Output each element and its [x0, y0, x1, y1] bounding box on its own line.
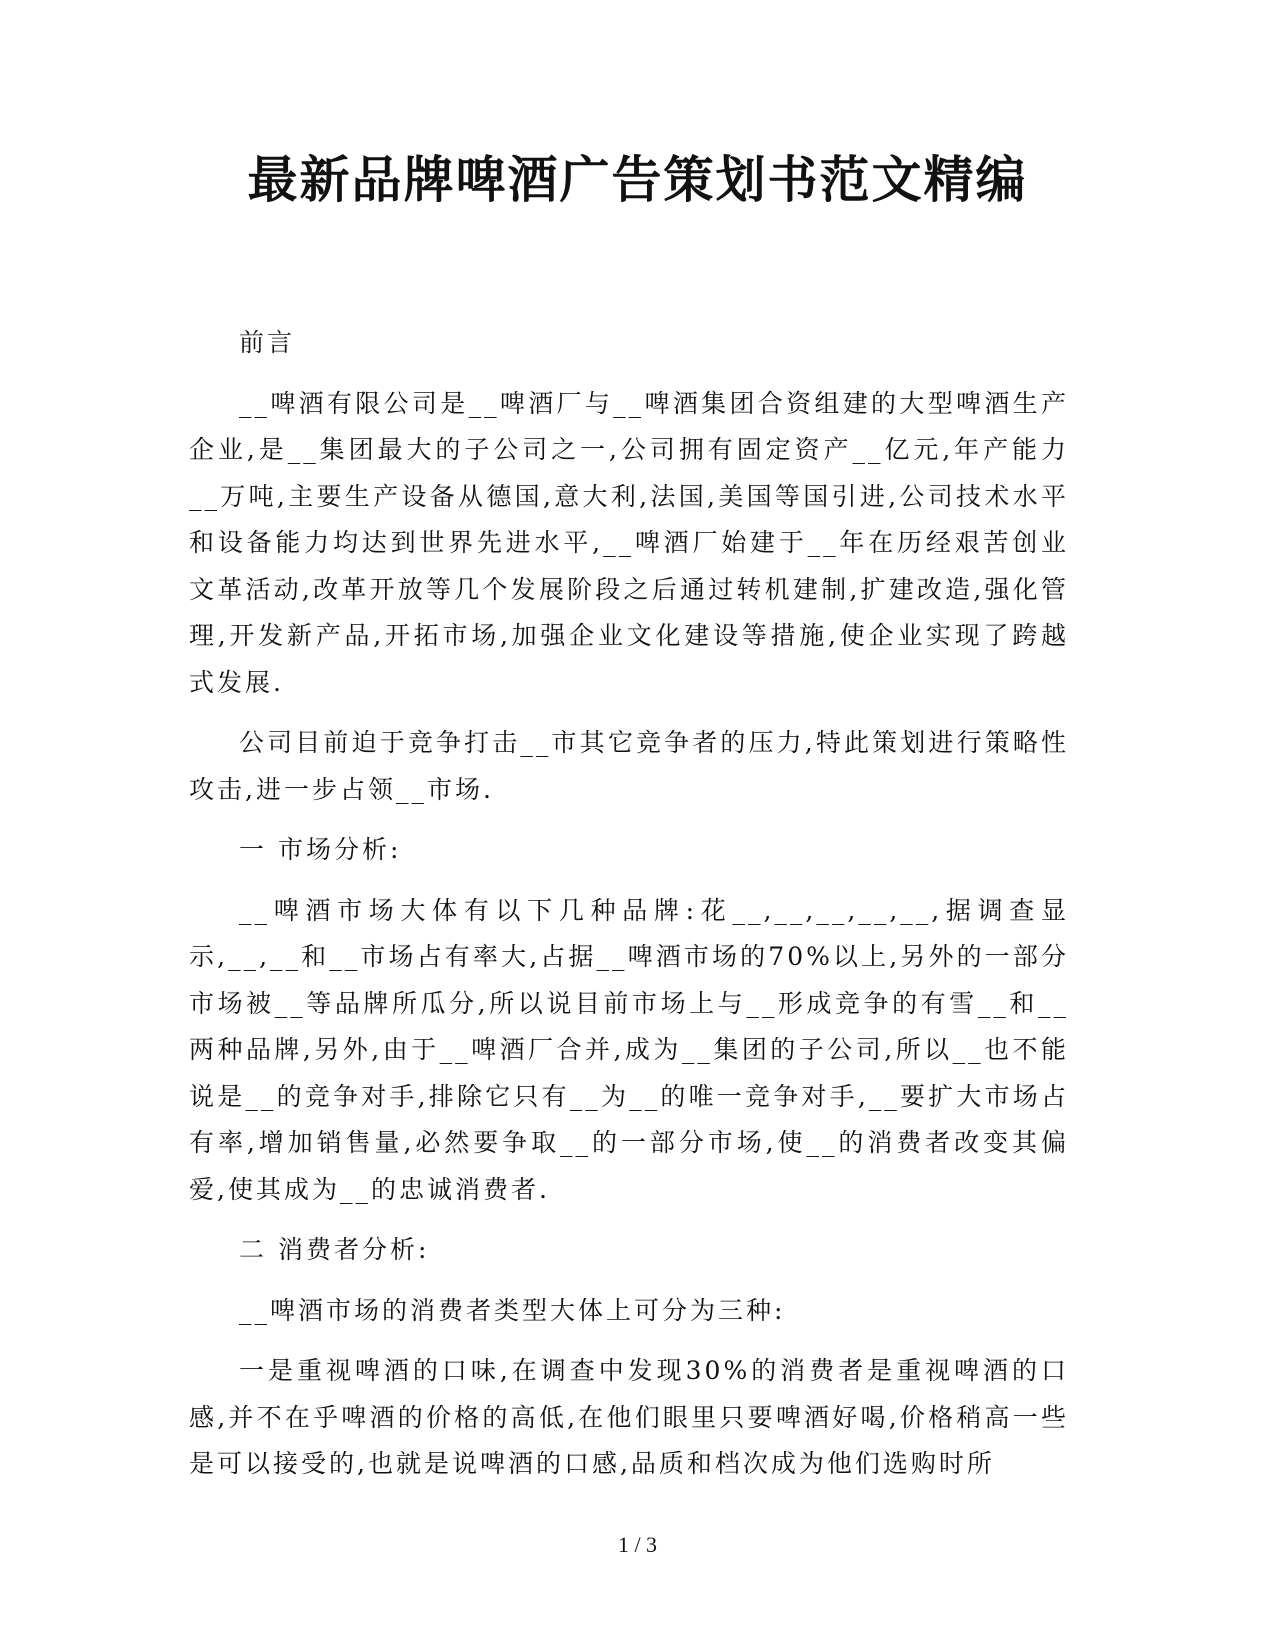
section-heading-market-analysis: 一 市场分析: [239, 835, 402, 864]
paragraph-preface-heading: 前言 [239, 328, 296, 357]
document-title: 最新品牌啤酒广告策划书范文精编 [247, 150, 1028, 209]
paragraph-competition: 公司目前迫于竞争打击__市其它竞争者的压力,特此策划进行策略性攻击,进一步占领__市场. [189, 728, 1069, 804]
paragraph-consumer-type-one: 一是重视啤酒的口味,在调查中发现30%的消费者是重视啤酒的口感,并不在乎啤酒的价格的高低,在他们眼里只要啤酒好喝,价格稍高一些是可以接受的,也就是说啤酒的口感,品质和档次成为他们选购时所 [189, 1356, 1069, 1478]
section-heading-consumer-analysis: 二 消费者分析: [239, 1235, 430, 1264]
paragraph-market-brands: __啤酒市场大体有以下几种品牌:花__,__,__,__,__,据调查显示,__,__和__市场占有率大,占据__啤酒市场的70%以上,另外的一部分市场被__等品牌所瓜分,所以说目前市场上与__形成竞争的有雪__和__两种品牌,另外,由于__啤酒厂合并,成为__集团的子公司,所以__也不能说是__的竞争对手,排除它只有__为__的唯一竞争对手,__要扩大市场占有率,增加销售量,必然要争取__的一部分市场,使__的消费者改变其偏爱,使其成为__的忠诚消费者. [189, 895, 1069, 1204]
paragraph-consumer-types: __啤酒市场的消费者类型大体上可分为三种: [239, 1295, 786, 1325]
page-number: 1 / 3 [617, 1532, 658, 1557]
document-body [189, 320, 1069, 1502]
paragraph-company-intro: __啤酒有限公司是__啤酒厂与__啤酒集团合资组建的大型啤酒生产企业,是__集团最大的子公司之一,公司拥有固定资产__亿元,年产能力__万吨,主要生产设备从德国,意大利,法国,美国等国引进,公司技术水平和设备能力均达到世界先进水平,__啤酒厂始建于__年在历经艰苦创业文革活动,改革开放等几个发展阶段之后通过转机建制,扩建改造,强化管理,开发新产品,开拓市场,加强企业文化建设等措施,使企业实现了跨越式发展. [189, 388, 1069, 697]
